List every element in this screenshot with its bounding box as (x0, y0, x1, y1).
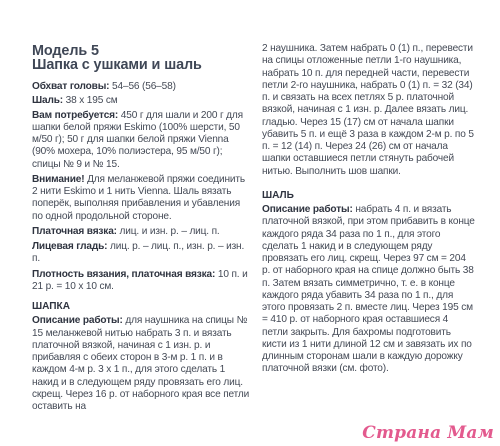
shawl-description-text: набрать 4 п. и вязать платочной вязкой, при этом прибавить в конце каждого ряда 34 раза по 1 п., для этого сделать 1 накид и в следующем ряду провязать его лиц. скрещ. Через 97 см = 204 р. от наборного края на спице должно быть 38 п. Затем вязать симметрично, т. е. в конце каждого ряда убавить 34 раза по 1 п., для этого провязать 2 п. вместе лиц. Через 195 см = 410 р. от наборного края оставшиеся 4 петли закрыть. Для бахромы подготовить кисти из 1 нити длиной 12 см и завязать их по длинным сторонам шали в каждую дорожку платочной вязки (см. фото). (262, 204, 475, 375)
model-title: Модель 5 (32, 43, 99, 59)
gauge-text: 10 п. и 21 р. = 10 х 10 см. (32, 268, 248, 292)
shawl-size-value: 38 х 195 см (63, 95, 118, 107)
shawl-description-paragraph (262, 204, 475, 376)
materials-label: Вам потребуется: (32, 109, 119, 121)
left-column (32, 44, 252, 416)
garter-stitch-text: лиц. и изн. р. – лиц. п. (116, 225, 220, 237)
head-size-value: 54–56 (56–58) (109, 81, 176, 92)
hat-heading: ШАПКА (32, 301, 71, 312)
materials-text: 450 г для шали и 200 г для шапки белой пряжи Eskimo (100% шерсти, 50 м/50 г); 50 г для шапки белой пряжи Vienna (90% мохера, 10% полиэстера, 95 м/50 г); спицы № 9 и № 15. (32, 109, 243, 170)
hat-description-paragraph (32, 315, 252, 413)
gauge-label: Плотность вязания, платочная вязка: (32, 268, 216, 280)
shawl-heading: ШАЛЬ (262, 189, 294, 201)
attention-paragraph (32, 174, 252, 223)
shawl-size-line (32, 95, 252, 107)
materials-paragraph (32, 110, 252, 171)
hat-description-text: для наушника на спицы № 15 меланжевой нитью набрать 3 п. и вязать платочной вязкой, начиная с 1 изн. р. и прибавляя с обеих сторон в 3-м р. 1 п. и в каждом 4-м р. 3 х 1 п., для этого сделать 1 накид и в следующем ряду провязать его лиц. скрещ. Через 16 р. от наборного края все петли оставить на (32, 315, 250, 412)
stockinette-text: лиц. р. – лиц. п., изн. р. – изн. п. (32, 241, 245, 265)
attention-text: Для меланжевой пряжи соединить 2 нити Eskimo и 1 нить Vienna. Шаль вязать поперёк, выполняя прибавления и убавления по одной продольной стороне. (32, 173, 246, 222)
garter-stitch-paragraph (32, 226, 252, 238)
head-size-line (32, 81, 252, 93)
site-watermark: Страна Мам (362, 423, 494, 443)
gauge-paragraph (32, 269, 252, 294)
shawl-size-label: Шаль: (32, 95, 63, 107)
garter-stitch-label: Платочная вязка: (32, 225, 117, 237)
head-size-label: Обхват головы: (32, 81, 110, 92)
hat-description-label: Описание работы: (32, 315, 123, 327)
hat-continuation-paragraph: 2 наушника. Затем набрать 0 (1) п., перевести на спицы отложенные петли 1-го наушника, набрать 10 п. для передней части, перевести петли 2-го наушника, набрать 0 (1) п. = 32 (34) п. и связать на всех петлях 5 р. платочной вязкой, начиная с 1 изн. р. Далее вязать лиц. гладью. Через 15 (17) см от начала шапки убавить 5 п. и ещё 3 раза в каждом 2-м р. по 5 п. = 12 (14) п. Через 24 (26) см от начала шапки оставшиеся петли стянуть рабочей нитью. Выполнить шов шапки. (262, 43, 474, 177)
shawl-description-label: Описание работы: (262, 204, 353, 215)
right-column (262, 43, 475, 379)
stockinette-paragraph (32, 241, 252, 266)
stockinette-label: Лицевая гладь: (32, 241, 108, 252)
model-subtitle: Шапка с ушками и шаль (32, 57, 202, 73)
attention-label: Внимание! (32, 173, 85, 185)
